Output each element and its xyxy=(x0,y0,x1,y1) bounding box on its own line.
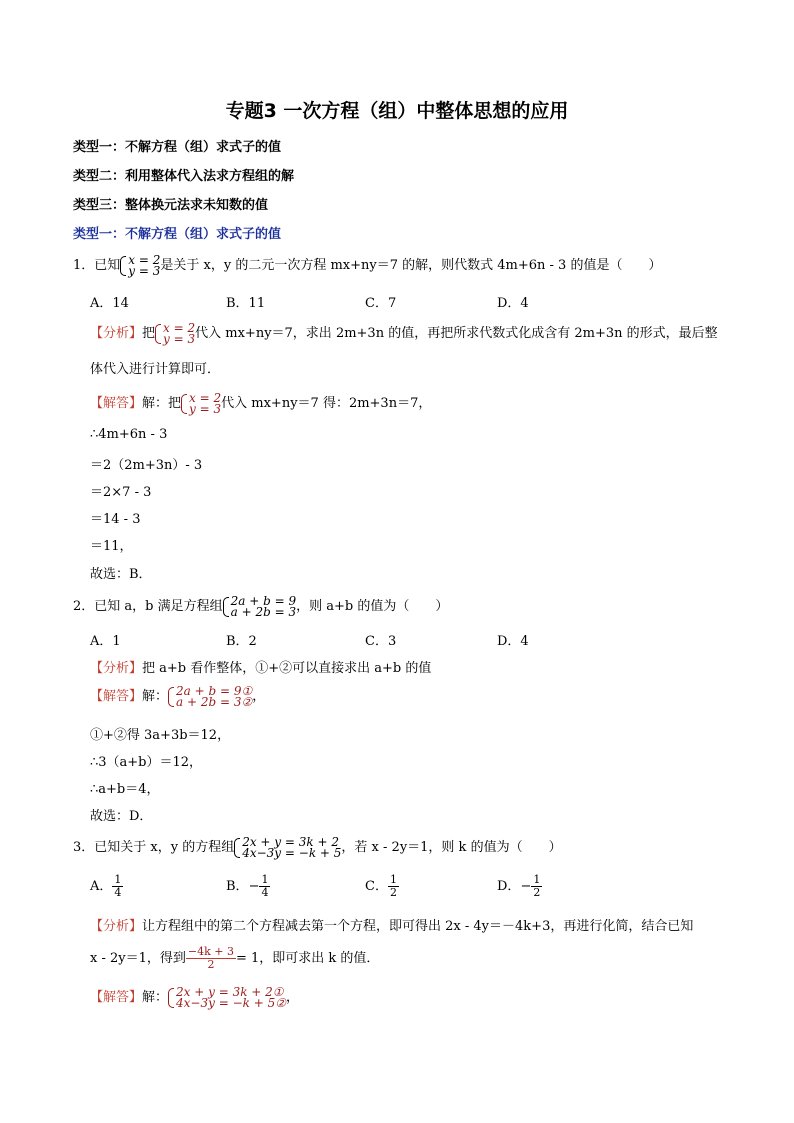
q3-option-b: B．− $\frac{1}{4}$ xyxy=(226,873,269,899)
q2-prefix: 2．已知 a，b 满足方程组 xyxy=(73,599,223,614)
q1-step-4: ＝14 - 3 xyxy=(90,512,141,527)
q3-prefix: 3．已知关于 x，y 的方程组 xyxy=(73,840,235,855)
q3-answer-system: 2x + y = 3k + 2① 4x−3y = −k + 5② xyxy=(168,987,286,1009)
q2-step-3: ∴a+b＝4， xyxy=(90,782,160,797)
page-title: 专题3 一次方程（组）中整体思想的应用 xyxy=(225,100,569,122)
section-1-heading: 类型一：不解方程（组）求式子的值 xyxy=(73,227,282,242)
q2-analysis-tag: 【分析】 xyxy=(90,661,143,676)
q1-option-b: B．11 xyxy=(226,296,266,311)
question-3 xyxy=(73,836,562,859)
q1-answer-tag: 【解答】 xyxy=(90,396,143,411)
q3-option-c: C． $\frac{1}{2}$ xyxy=(365,873,397,899)
q1-step-3: ＝2×7 - 3 xyxy=(90,485,152,500)
q2-system: 2a + b = 9 a + 2b = 3 xyxy=(223,596,296,618)
q1-step-5: ＝11， xyxy=(90,539,133,554)
type-2-label: 类型二：利用整体代入法求方程组的解 xyxy=(73,169,295,184)
q2-step-1: ①+②得 3a+3b＝12， xyxy=(90,728,231,743)
q1-option-c: C．7 xyxy=(365,296,397,311)
q1-option-a: A．14 xyxy=(90,296,129,311)
q2-step-2: ∴3（a+b）＝12， xyxy=(90,755,203,770)
q1-system: x = 2 y = 3 xyxy=(120,255,160,277)
q2-answer-tag: 【解答】 xyxy=(90,689,143,704)
q3-answer: 【解答】解： 2x + y = 3k + 2① 4x−3y = −k + 5② ， xyxy=(90,984,300,1010)
q2-analysis: 【分析】把 a+b 看作整体，①+②可以直接求出 a+b 的值 xyxy=(90,661,432,676)
q3-text: ，若 x - 2y＝1，则 k 的值为（ ） xyxy=(341,840,562,855)
q1-choice: 故选：B． xyxy=(90,567,152,582)
q2-answer: 【解答】解： 2a + b = 9① a + 2b = 3② ， xyxy=(90,683,266,709)
type-3-label: 类型三：整体换元法求未知数的值 xyxy=(73,198,269,213)
q1-answer-system: x = 2 y = 3 xyxy=(181,393,221,415)
q3-answer-tag: 【解答】 xyxy=(90,990,143,1005)
q1-answer: 【解答】解：把 x = 2 y = 3 代入 mx+ny＝7 得：2m+3n＝7， xyxy=(90,390,432,416)
q1-analysis-cont: 体代入进行计算即可． xyxy=(90,362,221,377)
q1-analysis-system: x = 2 y = 3 xyxy=(155,323,195,345)
question-2 xyxy=(73,595,448,618)
q2-answer-system: 2a + b = 9① a + 2b = 3② xyxy=(168,686,252,708)
q3-analysis: 【分析】让方程组中的第二个方程减去第一个方程，即可得出 2x - 4y＝－4k+3，再进行化简，结合已知 xyxy=(90,919,694,934)
q2-option-a: A．1 xyxy=(90,634,121,649)
q3-option-a: A． $\frac{1}{4}$ xyxy=(90,873,122,899)
q3-analysis-cont: x - 2y＝1，得到 $\frac{-4k + 3}{2}$ = 1，即可求出 k 的值． xyxy=(90,945,380,971)
q2-text: ，则 a+b 的值为（ ） xyxy=(296,599,449,614)
q2-choice: 故选：D． xyxy=(90,809,153,824)
q2-option-b: B．2 xyxy=(226,634,257,649)
q3-analysis-tag: 【分析】 xyxy=(90,919,143,934)
q3-system: 2x + y = 3k + 2 4x−3y = −k + 5 xyxy=(234,837,341,859)
q1-option-d: D．4 xyxy=(497,296,529,311)
q1-prefix: 1．已知 xyxy=(73,258,121,273)
q2-option-c: C．3 xyxy=(365,634,397,649)
q1-step-1: ∴4m+6n - 3 xyxy=(90,427,168,442)
type-1-label: 类型一：不解方程（组）求式子的值 xyxy=(73,140,282,155)
q1-text: 是关于 x，y 的二元一次方程 mx+ny＝7 的解，则代数式 4m+6n - 3 的值是（ ） xyxy=(160,258,662,273)
q1-analysis-tag: 【分析】 xyxy=(90,326,143,341)
q1-analysis: 【分析】把 x = 2 y = 3 代入 mx+ny＝7，求出 2m+3n 的值，再把所求代数式化成含有 2m+3n 的形式，最后整 xyxy=(90,320,718,346)
question-1 xyxy=(73,254,661,277)
q3-analysis-fraction: $\frac{-4k + 3}{2}$ xyxy=(187,945,234,971)
q2-option-d: D．4 xyxy=(497,634,529,649)
q3-option-d: D．− $\frac{1}{2}$ xyxy=(497,873,541,899)
q1-step-2: ＝2（2m+3n）- 3 xyxy=(90,458,203,473)
